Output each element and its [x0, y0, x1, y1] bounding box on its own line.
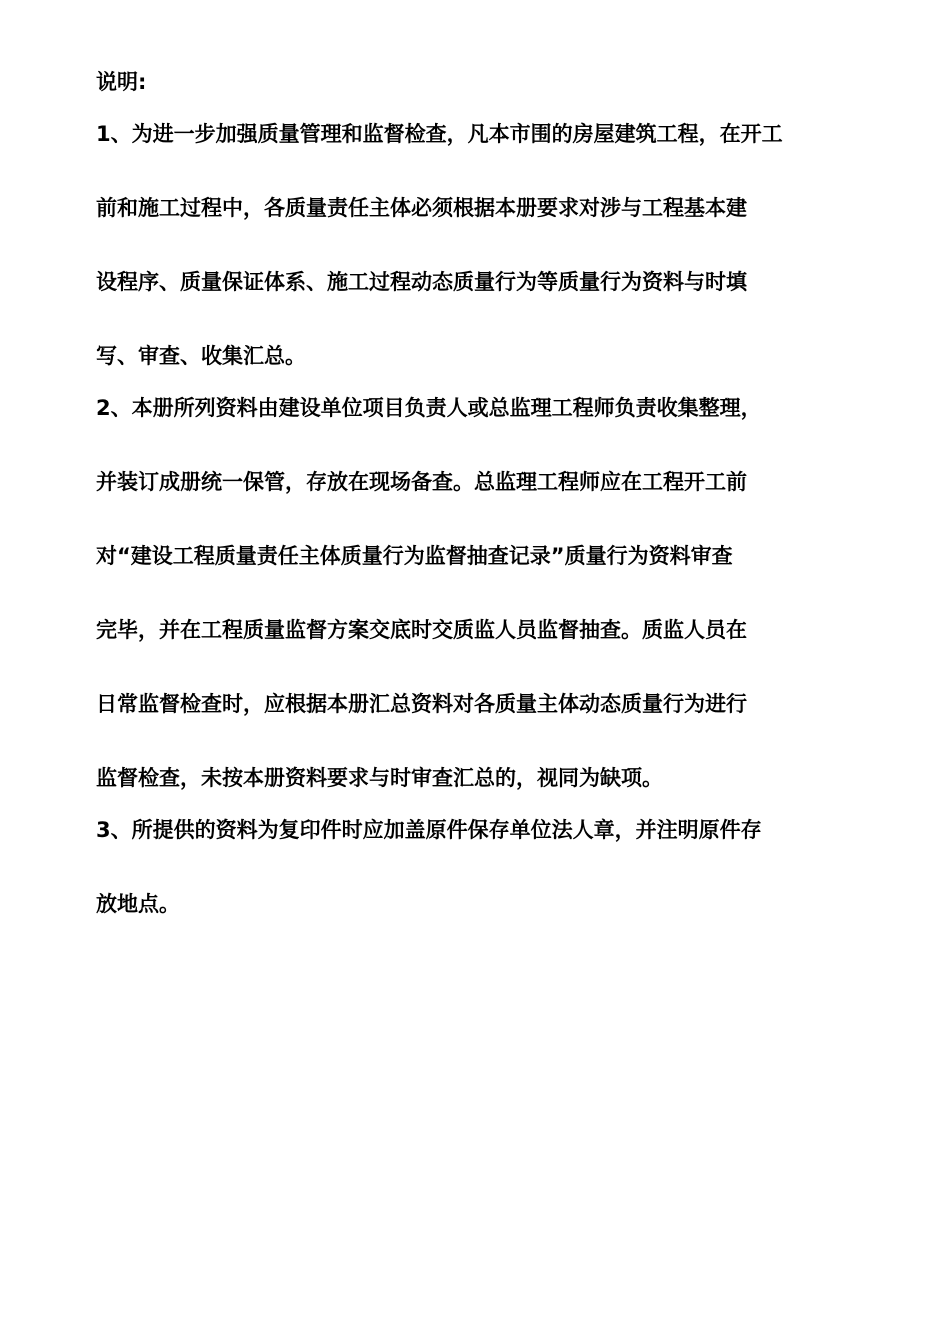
paragraph-line: 对“建设工程质量责任主体质量行为监督抽查记录”质量行为资料审查	[96, 544, 733, 568]
paragraph-1	[96, 116, 860, 374]
paragraph-line: 并装订成册统一保管，存放在现场备查。总监理工程师应在工程开工前	[96, 470, 747, 494]
paragraph-line: 3、所提供的资料为复印件时应加盖原件保存单位法人章，并注明原件存	[96, 818, 762, 842]
paragraph-line: 前和施工过程中，各质量责任主体必须根据本册要求对涉与工程基本建	[96, 196, 747, 220]
paragraph-line: 设程序、质量保证体系、施工过程动态质量行为等质量行为资料与时填	[96, 270, 747, 294]
paragraph-line: 放地点。	[96, 892, 180, 916]
paragraph-line: 完毕，并在工程质量监督方案交底时交质监人员监督抽查。质监人员在	[96, 618, 747, 642]
paragraph-line: 2、本册所列资料由建设单位项目负责人或总监理工程师负责收集整理，	[96, 396, 762, 420]
paragraph-line: 写、审查、收集汇总。	[96, 344, 306, 368]
paragraph-line: 1、为进一步加强质量管理和监督检查，凡本市围的房屋建筑工程，在开工	[96, 122, 783, 146]
paragraph-3	[96, 812, 860, 922]
paragraph-2	[96, 390, 860, 796]
paragraph-line: 监督检查，未按本册资料要求与时审查汇总的，视同为缺项。	[96, 766, 663, 790]
document-heading: 说明:	[96, 70, 147, 94]
paragraph-line: 日常监督检查时，应根据本册汇总资料对各质量主体动态质量行为进行	[96, 692, 747, 716]
document-body	[96, 64, 860, 938]
